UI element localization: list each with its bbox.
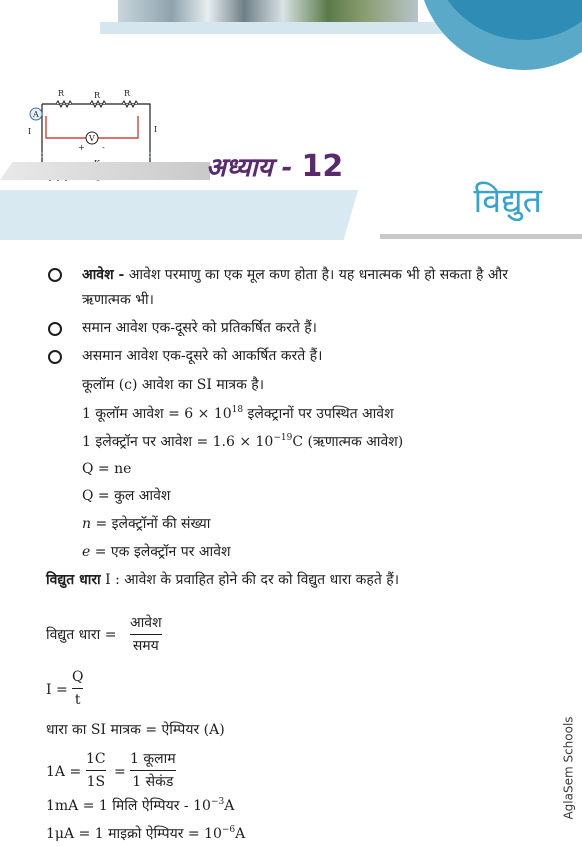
bullet-unlike-charges: असमान आवेश एक-दूसरे को आकर्षित करते हैं। [82, 348, 323, 364]
chapter-number: 12 [301, 149, 344, 184]
milli-a: 1mA = 1 मिलि ऐम्पियर - 10 [46, 798, 211, 814]
micro-b: A [235, 826, 246, 842]
electron-exp: −19 [273, 433, 293, 443]
chapter-title: विद्युत [473, 181, 542, 221]
e-def: = एक इलेक्ट्रॉन पर आवेश [90, 544, 231, 560]
micro-exp: −6 [221, 825, 236, 835]
milli-exp: −3 [210, 797, 225, 807]
current-numerator: आवेश [130, 615, 162, 631]
current-denominator: समय [132, 638, 159, 654]
micro-a: 1μA = 1 माइक्रो ऐम्पियर = 10 [46, 826, 222, 842]
bullet-charge-text: आवेश परमाणु का एक मूल कण होता है। यह धनात्मक भी हो सकता है और [124, 267, 508, 283]
resistor-2-label: R [94, 91, 101, 100]
watermark [562, 698, 576, 838]
electron-b: C (ऋणात्मक आवेश) [292, 434, 404, 450]
e-symbol: e [82, 544, 91, 560]
amp-eq-lhs: 1A = [46, 764, 82, 780]
amp-denominator-1: 1S [86, 774, 106, 790]
amp-numerator-1: 1C [86, 751, 106, 767]
amp-fraction-2 [130, 750, 176, 791]
resistor-3 [122, 101, 138, 107]
bullet-charge-term: आवेश - [82, 267, 125, 283]
i-fraction [72, 668, 83, 709]
chapter-grey-band [0, 162, 210, 180]
current-eq-lhs: विद्युत धारा = [46, 627, 117, 643]
e-def-line [82, 542, 231, 562]
amp-fraction-1 [86, 750, 106, 791]
amp-equals: = [114, 764, 126, 780]
si-unit-line: धारा का SI मात्रक = ऐम्पियर (A) [46, 722, 225, 738]
milli-b: A [224, 798, 235, 814]
electron-charge-line [82, 432, 403, 452]
i-denominator: t [74, 692, 81, 708]
electron-a: 1 इलेक्ट्रॉन पर आवेश = 1.6 × 10 [82, 434, 274, 450]
q-ne-line: Q = ne [82, 461, 132, 477]
bullet-marker [48, 268, 62, 282]
chapter-label [206, 150, 343, 184]
chapter-label-text: अध्याय - [206, 153, 293, 183]
voltmeter-plus: + [78, 143, 85, 152]
i-numerator: Q [72, 669, 84, 685]
current-term: विद्युत धारा [46, 572, 101, 588]
bullet-marker [48, 350, 62, 364]
one-coulomb-a: 1 कूलॉम आवेश = 6 × 10 [82, 406, 232, 422]
current-def-text: I : आवेश के प्रवाहित होने की दर को विद्युत धारा कहते हैं। [100, 572, 400, 588]
coulomb-line: कूलॉम (c) आवेश का SI मात्रक है। [82, 377, 265, 393]
current-label-left: I [28, 127, 32, 136]
resistor-2 [90, 101, 106, 107]
ammeter-label: A [33, 110, 39, 119]
bullet-like-charges: समान आवेश एक-दूसरे को प्रतिकर्षित करते हैं। [82, 320, 317, 336]
one-coulomb-exp: 18 [231, 405, 244, 415]
current-fraction [130, 614, 162, 655]
n-def-line [82, 514, 210, 534]
n-symbol: n [82, 516, 92, 532]
amp-denominator-2: 1 सेकंड [132, 774, 174, 790]
title-band [0, 190, 358, 240]
voltmeter-minus: - [102, 143, 105, 152]
bullet-charge-line2: ऋणात्मक भी। [82, 292, 154, 308]
one-coulomb-line [82, 404, 394, 424]
resistor-1 [56, 101, 72, 107]
milliamp-line [46, 796, 234, 816]
bullet-charge-line1 [82, 265, 508, 285]
watermark-text: AglaSem Schools [562, 716, 577, 820]
header-photo-strip [118, 0, 418, 22]
one-coulomb-b: इलेक्ट्रानों पर उपस्थित आवेश [243, 406, 394, 422]
bullet-marker [48, 322, 62, 336]
voltmeter-label: V [89, 134, 95, 143]
q-def-line: Q = कुल आवेश [82, 488, 171, 504]
n-def: = इलेक्ट्रॉनों की संख्या [91, 516, 211, 532]
i-eq-lhs: I = [46, 682, 68, 698]
current-label-right: I [154, 125, 158, 134]
microamp-line [46, 824, 245, 844]
title-rule [380, 234, 582, 239]
resistor-1-label: R [58, 89, 65, 98]
current-definition [46, 570, 399, 590]
resistor-3-label: R [124, 89, 131, 98]
amp-numerator-2: 1 कूलाम [130, 751, 176, 767]
